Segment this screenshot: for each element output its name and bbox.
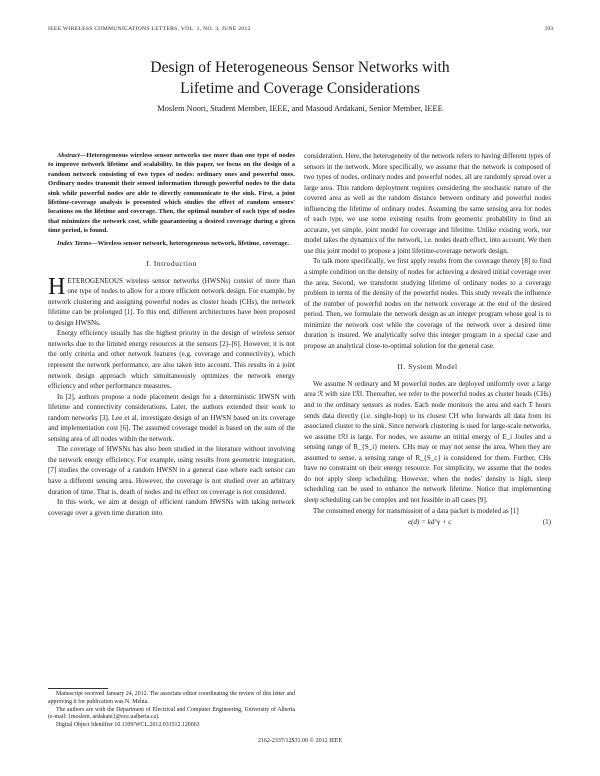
footnote-doi: Digital Object Identifier 10.1109/WCL.2012.031512.120063 [56, 722, 200, 729]
footnote-manuscript: Manuscript received January 24, 2012. The associate editor coordinating the review of this letter and approving it for publication was N. Mehta. [48, 691, 295, 705]
intro-paragraph-4: The coverage of HWSNs has also been studied in the literature without involving the network energy efficiency. For example, using results from geometric integration, [7] studies the coverage of a random HWSN in a general case where each sensor can have a different sensing area. However, the coverage is not studied over an arbitrary duration of time. That is, death of nodes and its effect on coverage is not considered. [48, 445, 295, 496]
abstract [48, 151, 295, 236]
footnotes [48, 688, 295, 730]
intro-paragraph-1 [48, 273, 295, 329]
section-heading-system-model: II. System Model [397, 362, 458, 372]
intro-paragraph-3: In [2], authors propose a node placement design for a deterministic HWSN with lifetime and connectivity considerations. Later, the authors extended their work to random networks [3]. Lee et al. investigate design of an HWSN based on its coverage and implementation cost [6]. The assumed coverage model is based on the sum of the sensing area of all nodes within the network. [48, 392, 295, 443]
index-terms-text: —Wireless sensor network, heterogeneous network, lifetime, coverage. [91, 239, 290, 247]
intro-paragraph-6: To talk more specifically, we first apply results from the coverage theory [8] to find a simple condition on the density of nodes for achieving a desired initial coverage over the area. Second, we transform studying lifetime of ordinary nodes to a coverage problem in terms of the density of the powerful nodes. This study reveals the influence of the number of powerful nodes on the network coverage at the end of the desired period. Then, we formulate the network design as an integer program whose goal is to minimize the network cost while the coverage of the network over a desired time duration is insured. We analytically solve this integer program in a special case and propose an analytical close-to-optimal solution for the general case. [304, 257, 551, 350]
intro-continued-paragraph: consideration. Here, the heterogeneity of the network refers to having different types of sensors in the network. More specifically, we assume that the network is composed of two types of nodes, ordinary nodes and powerful nodes, all are randomly spread over a large area. This random deployment requires considering the stochastic nature of the covered area as well as the random distance between ordinary and powerful nodes influencing the lifetime of ordinary nodes. Assuming the same sensing area for nodes of each type, we use some existing results from geometric probability to find an accurate, yet simple, joint model for coverage and lifetime. Unlike existing work, our model takes the dynamics of the network, i.e. nodes death effect, into account. We then use this joint model to propose a joint lifetime-coverage network design. [304, 152, 551, 255]
intro-paragraph-2: Energy efficiency usually has the highest priority in the design of wireless sensor networks due to the limited energy resources at the sensors [2]–[6]. However, it is not the only criteria and other network features (e.g. coverage and connectivity), which represent the network performance, are also taken into account. This results in a joint network design approach which simultaneously optimizes the network energy efficiency and other performance measures. [48, 329, 295, 391]
paper-title [60, 57, 540, 99]
left-column [48, 151, 295, 518]
section-heading-introduction: I. Introduction [146, 259, 197, 269]
running-header: IEEE WIRELESS COMMUNICATIONS LETTERS, VOL. 1, NO. 3, JUNE 2012 [48, 26, 251, 32]
abstract-label: Abstract [57, 152, 80, 159]
copyright-footer: 2162-2337/12$31.00 © 2012 IEEE [257, 738, 343, 744]
index-terms-label: Index Terms [57, 239, 92, 247]
intro-paragraph-5: In this work, we aim at design of efficient random HWSNs with taking network coverage over a given time duration into [48, 498, 295, 517]
drop-cap: H [48, 273, 66, 300]
intro-paragraph-1-text: ETEROGENEOUS wireless sensor networks (HWSNs) consist of more than one type of nodes to allow for a more efficient network design. For example, by network clustering and assigning powerful nodes as cluster heads (CHs), the network lifetime can be prolonged [1]. To this end, different architectures have been proposed to design HWSNs. [48, 276, 295, 327]
right-column [304, 151, 551, 528]
footnote-affiliation: The authors are with the Department of Electrical and Computer Engineering, University of Alberta (e-mail: {moslem, ardakani}@ece.ualberta.ca). [48, 706, 295, 721]
author-list: Moslem Noori, Student Member, IEEE, and Masoud Ardakani, Senior Member, IEEE [157, 104, 443, 113]
page-number: 193 [544, 26, 553, 32]
model-paragraph-2: The consumed energy for transmission of a data packet is modeled as [1] [313, 506, 519, 515]
equation-body: e(d) = kd^γ + c [408, 518, 452, 527]
title-line-1: Design of Heterogeneous Sensor Networks with [150, 59, 450, 76]
abstract-text: —Heterogeneous wireless sensor networks use more than one type of nodes to improve network lifetime and scalability. In this paper, we focus on the design of a random network consisting of two types of nodes: ordinary ones and powerful ones. Ordinary nodes transmit their sensed information through powerful nodes to the data sink while powerful nodes are able to directly communicate to the sink. First, a joint lifetime-coverage analysis is presented which studies the effect of random sensors' locations on the lifetime and coverage. Then, the optimal number of each type of nodes that minimizes the network cost, while guaranteeing a desired coverage during a given time period, is found. [48, 152, 295, 235]
index-terms [48, 239, 295, 248]
footnote-rule [48, 688, 108, 689]
model-paragraph-1: We assume N ordinary and M powerful nodes are deployed uniformly over a large area ℛ with size ‖ℛ‖. Thereafter, we refer to the powerful nodes as cluster heads (CHs) and to the ordinary sensors as nodes. Each node monitors the area and each T hours sends data directly (i.e. single-hop) to its closest CH who forwards all data from its associated cluster to the sink. Since network clustering is used for large-scale networks, we assume ‖ℛ‖ is large. For nodes, we assume an initial energy of E_i Joules and a sensing range of R_{S_i} meters. CHs may or may not sense the area. When they are assumed to sense, a sensing range of R_{S_c} is considered for them. Further, CHs have no constraint on their energy resource. For simplicity, we assume that the nodes do not apply sleep scheduling. However, when the nodes' density is high, sleep scheduling can be used to enhance the network lifetime. Notice that implementing sleep scheduling can be complex and not feasible in all cases [9]. [304, 379, 551, 504]
equation-number: (1) [542, 518, 551, 527]
title-line-2: Lifetime and Coverage Considerations [180, 80, 420, 97]
equation-1 [304, 517, 551, 528]
